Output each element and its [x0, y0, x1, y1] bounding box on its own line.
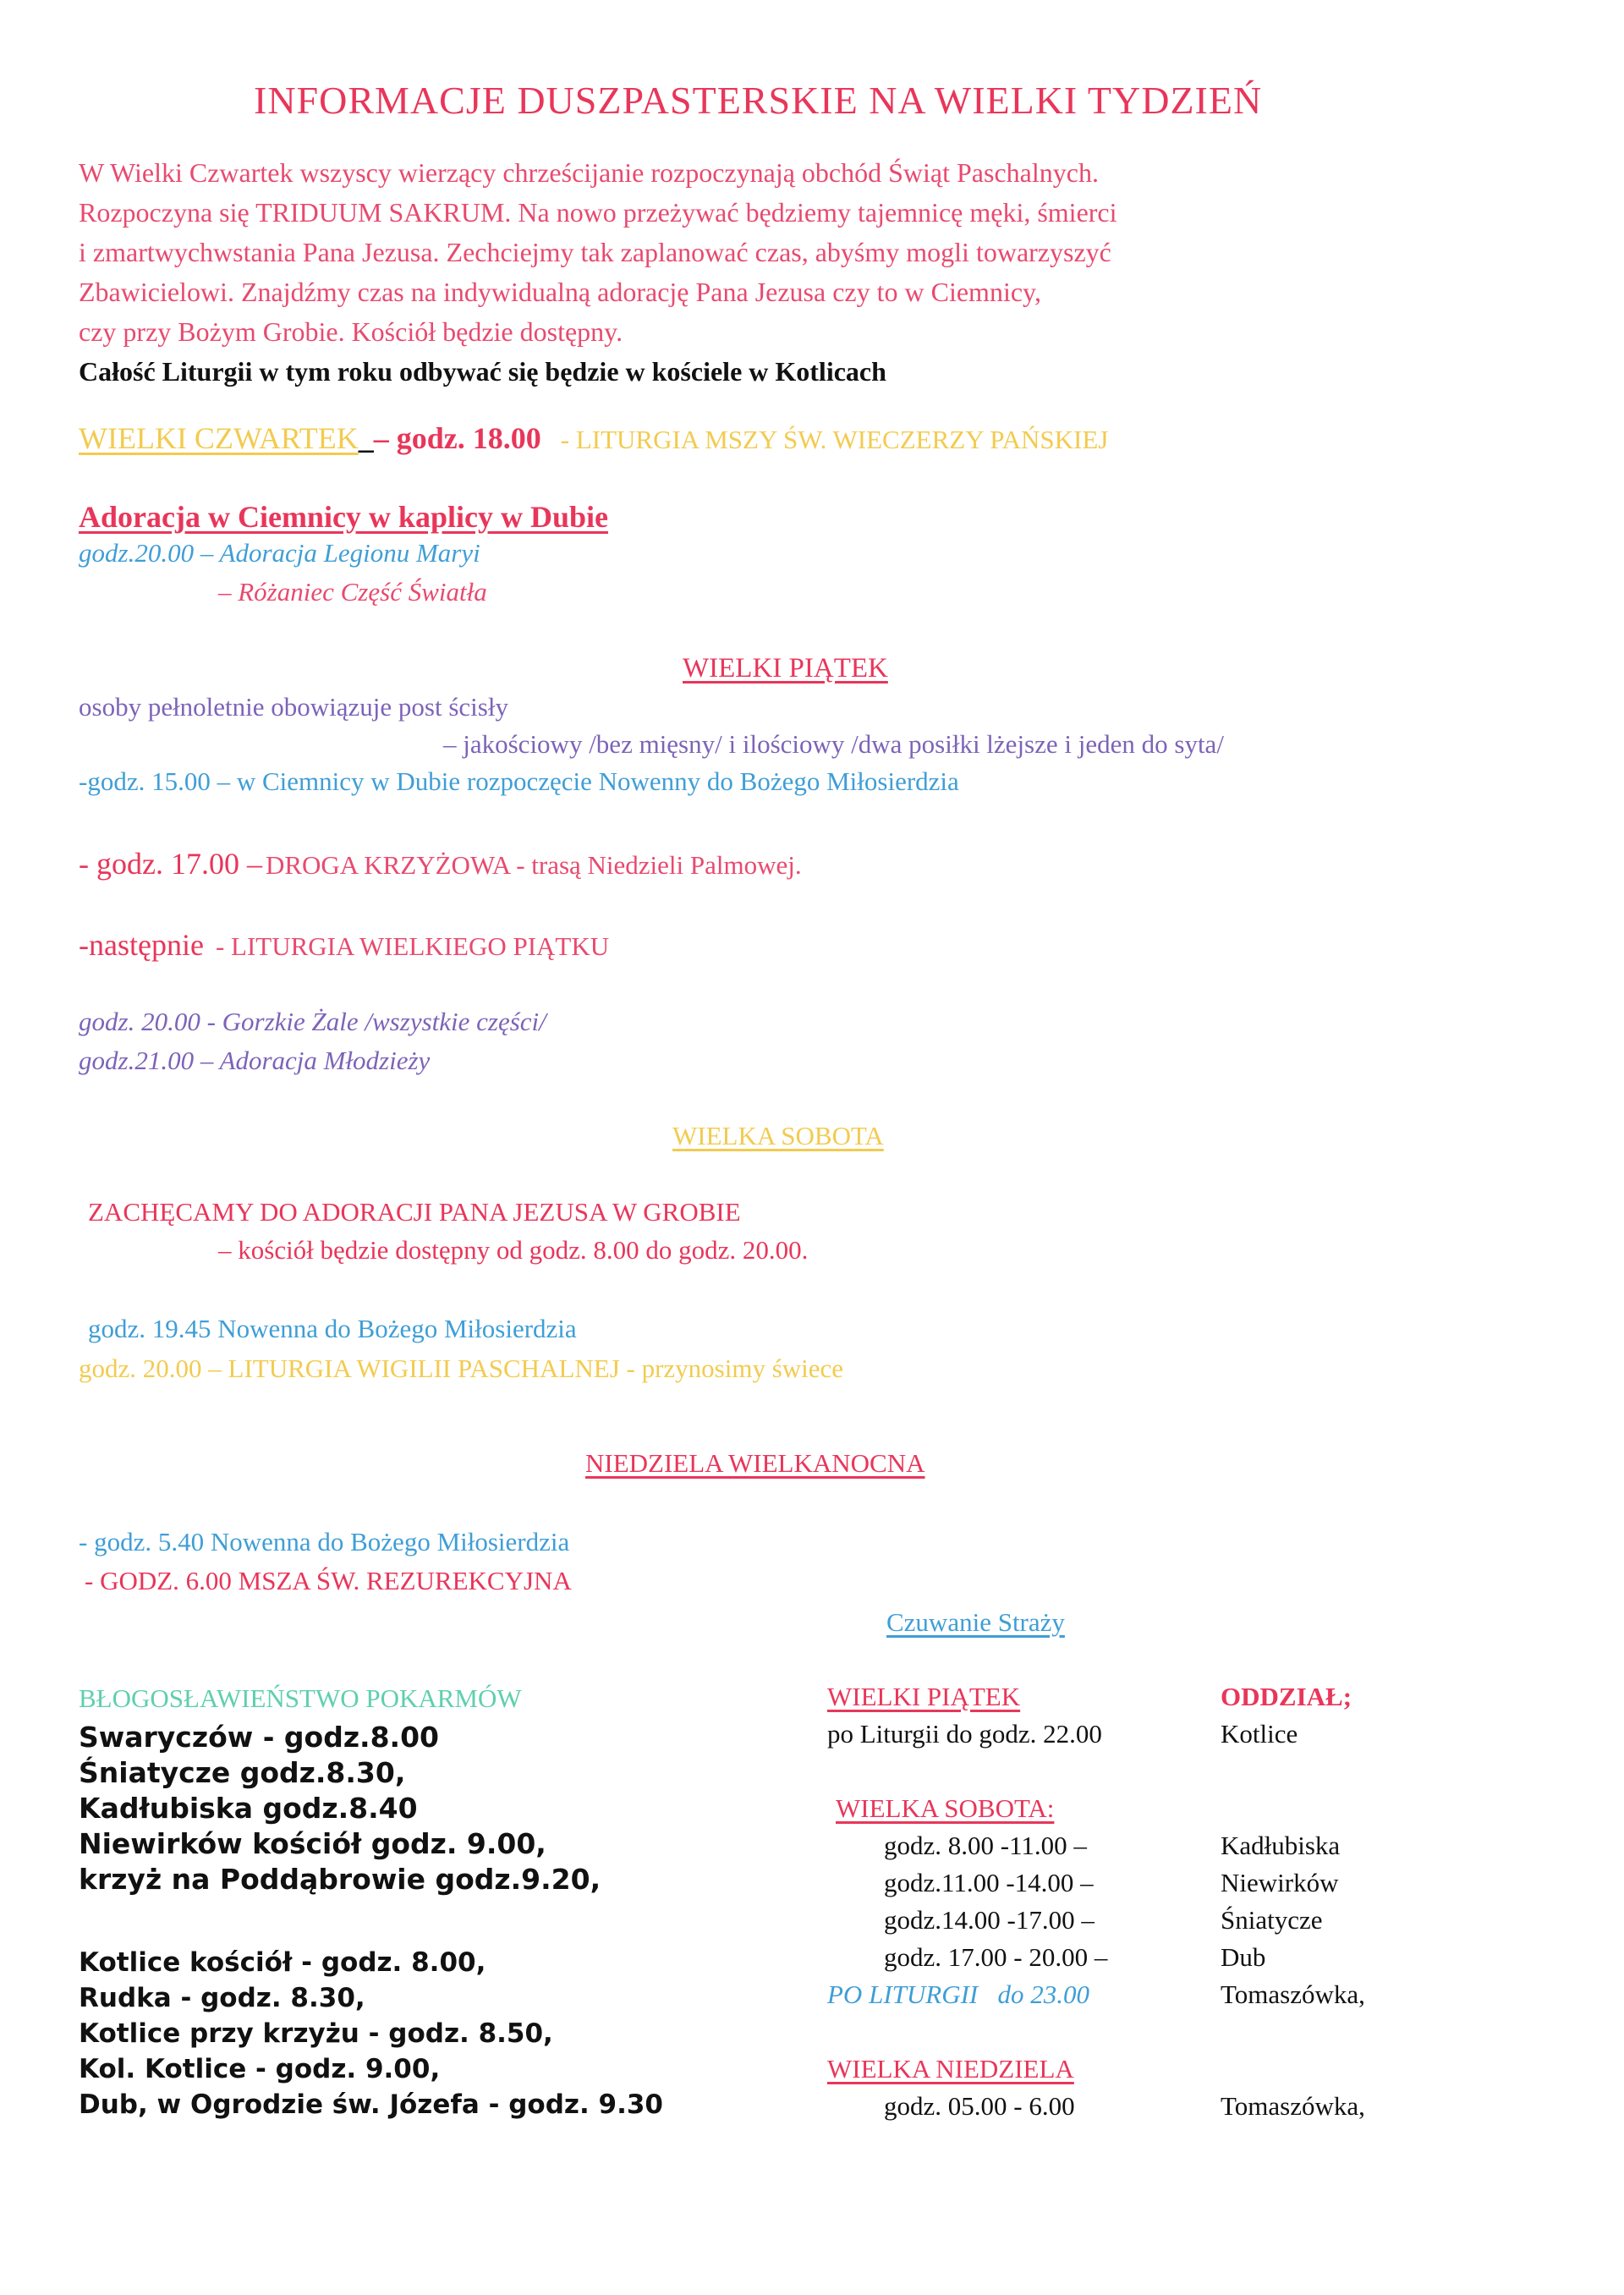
adoration-heading: Adoracja w Ciemnicy w kaplicy w Dubie — [79, 500, 608, 534]
intro-line-3: i zmartwychwstania Pana Jezusa. Zechciejmy tak zaplanować czas, abyśmy mogli towarzyszyć — [79, 237, 1111, 267]
thursday-line — [79, 420, 1108, 456]
guard-unit-heading: ODDZIAŁ; — [1221, 1682, 1352, 1711]
blessing-item: Kol. Kotlice - godz. 9.00, — [79, 2054, 441, 2084]
resurrection-mass: - GODZ. 6.00 MSZA ŚW. REZUREKCYJNA — [85, 1566, 572, 1595]
guard-sunday-time: godz. 05.00 - 6.00 — [884, 2091, 1075, 2121]
guard-row-time: godz. 17.00 - 20.00 – — [884, 1942, 1108, 1972]
blessing-item: krzyż na Poddąbrowie godz.9.20, — [79, 1863, 601, 1896]
legion-adoration: godz.20.00 – Adoracja Legionu Maryi — [79, 538, 480, 568]
friday-novena: -godz. 15.00 – w Ciemnicy w Dubie rozpoczęcie Nowenny do Bożego Miłosierdzia — [79, 766, 959, 796]
blessing-item: Kotlice kościół - godz. 8.00, — [79, 1947, 486, 1978]
next-label: -następnie — [79, 928, 204, 962]
guard-friday-heading: WIELKI PIĄTEK — [827, 1682, 1021, 1711]
page-title: INFORMACJE DUSZPASTERSKIE NA WIELKI TYDZIEŃ — [254, 79, 1263, 122]
guard-after-unit: Tomaszówka, — [1221, 1979, 1365, 2009]
thursday-event: - LITURGIA MSZY ŚW. WIECZERZY PAŃSKIEJ — [560, 425, 1109, 454]
friday-liturgy: - LITURGIA WIELKIEGO PIĄTKU — [215, 931, 610, 961]
blessing-item: Dub, w Ogrodzie św. Józefa - godz. 9.30 — [79, 2089, 664, 2120]
thursday-label: WIELKI CZWARTEK — [79, 421, 359, 455]
blessing-item: Kadłubiska godz.8.40 — [79, 1792, 418, 1825]
sunday-novena: - godz. 5.40 Nowenna do Bożego Miłosierdzia — [79, 1527, 570, 1557]
blessing-item: Śniatycze godz.8.30, — [79, 1756, 406, 1789]
guard-row-unit: Dub — [1221, 1942, 1266, 1972]
saturday-invite-2: – kościół będzie dostępny od godz. 8.00 do godz. 20.00. — [218, 1235, 809, 1265]
guard-row-unit: Kadłubiska — [1221, 1831, 1341, 1860]
intro-line-4: Zbawicielowi. Znajdźmy czas na indywidualną adorację Pana Jezusa czy to w Ciemnicy, — [79, 277, 1041, 307]
guard-row-time: godz.14.00 -17.00 – — [884, 1905, 1095, 1935]
guard-saturday-heading: WIELKA SOBOTA: — [836, 1793, 1055, 1823]
guard-sunday-unit: Tomaszówka, — [1221, 2091, 1365, 2121]
guard-after-liturgy: PO LITURGII do 23.00 — [827, 1979, 1089, 2009]
friday-liturgy-line — [79, 927, 609, 963]
fast-line-2: – jakościowy /bez mięsny/ i ilościowy /dwa posiłki lżejsze i jeden do syta/ — [443, 729, 1224, 759]
saturday-novena: godz. 19.45 Nowenna do Bożego Miłosierdzia — [88, 1314, 577, 1343]
saturday-heading: WIELKA SOBOTA — [672, 1121, 884, 1150]
liturgy-location-note: Całość Liturgii w tym roku odbywać się będzie w kościele w Kotlicach — [79, 356, 886, 387]
fast-line-1: osoby pełnoletnie obowiązuje post ścisły — [79, 692, 508, 722]
thursday-separator: _ — [358, 421, 374, 455]
blessing-item: Niewirków kościół godz. 9.00, — [79, 1827, 546, 1860]
way-of-cross-line — [79, 846, 802, 881]
guard-row-time: godz.11.00 -14.00 – — [884, 1868, 1094, 1897]
intro-line-1: W Wielki Czwartek wszyscy wierzący chrześcijanie rozpoczynają obchód Świąt Paschalnych. — [79, 157, 1099, 188]
guard-friday-unit: Kotlice — [1221, 1719, 1298, 1749]
blessing-item: Swaryczów - godz.8.00 — [79, 1721, 439, 1754]
guard-friday-time: po Liturgii do godz. 22.00 — [827, 1719, 1102, 1749]
guard-heading: Czuwanie Straży — [886, 1607, 1065, 1637]
intro-line-5: czy przy Bożym Grobie. Kościół będzie dostępny. — [79, 316, 623, 347]
way-time: - godz. 17.00 – — [79, 847, 262, 881]
blessing-heading: BŁOGOSŁAWIEŃSTWO POKARMÓW — [79, 1683, 522, 1713]
guard-row-unit: Śniatycze — [1221, 1905, 1323, 1935]
blessing-item: Rudka - godz. 8.30, — [79, 1983, 365, 2013]
blessing-item: Kotlice przy krzyżu - godz. 8.50, — [79, 2018, 553, 2049]
friday-heading: WIELKI PIĄTEK — [683, 653, 888, 684]
rosary: – Różaniec Część Światła — [218, 577, 487, 607]
guard-row-unit: Niewirków — [1221, 1868, 1339, 1897]
sunday-heading: NIEDZIELA WIELKANOCNA — [585, 1448, 925, 1478]
bitter-lamentations: godz. 20.00 - Gorzkie Żale /wszystkie części/ — [79, 1007, 546, 1036]
thursday-time: – godz. 18.00 — [373, 421, 541, 455]
easter-vigil: godz. 20.00 – LITURGIA WIGILII PASCHALNEJ - przynosimy świece — [79, 1353, 844, 1383]
intro-line-2: Rozpoczyna się TRIDUUM SAKRUM. Na nowo przeżywać będziemy tajemnicę męki, śmierci — [79, 197, 1117, 228]
way-event: DROGA KRZYŻOWA - trasą Niedzieli Palmowej. — [265, 850, 802, 880]
saturday-invite: ZACHĘCAMY DO ADORACJI PANA JEZUSA W GROBIE — [88, 1197, 741, 1227]
youth-adoration: godz.21.00 – Adoracja Młodzieży — [79, 1046, 431, 1075]
guard-sunday-heading: WIELKA NIEDZIELA — [827, 2054, 1074, 2084]
guard-row-time: godz. 8.00 -11.00 – — [884, 1831, 1087, 1860]
